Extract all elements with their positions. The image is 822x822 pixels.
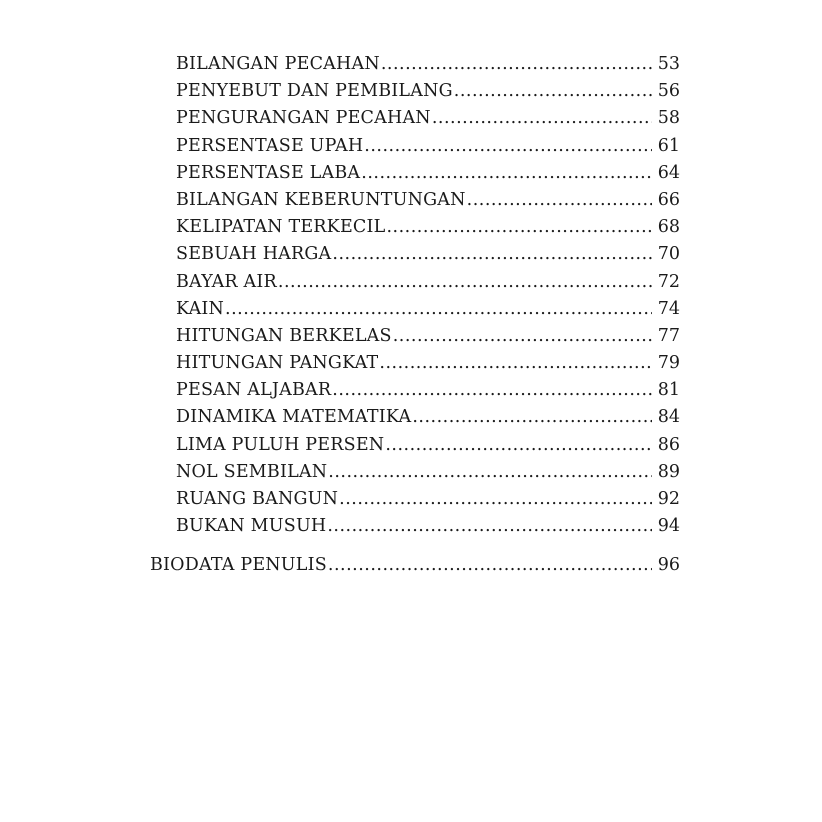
dot-leader <box>332 241 652 268</box>
toc-entry <box>176 160 680 187</box>
toc-entry-page: 58 <box>657 108 680 129</box>
toc-entry-page: 84 <box>657 407 680 428</box>
dot-leader <box>328 552 652 579</box>
dot-leader <box>332 377 652 404</box>
toc-entry <box>176 214 680 241</box>
dot-leader <box>327 513 652 540</box>
toc-entry-title: HITUNGAN PANGKAT <box>176 353 379 374</box>
dot-leader <box>385 432 652 459</box>
toc-entry-page: 94 <box>657 516 680 537</box>
toc-entry-title: PERSENTASE UPAH <box>176 135 364 156</box>
toc-entry-page: 86 <box>657 434 680 455</box>
toc-entry <box>176 133 680 160</box>
toc-entry-title: BILANGAN KEBERUNTUNGAN <box>176 189 466 210</box>
toc-entry-title: BILANGAN PECAHAN <box>176 54 380 74</box>
toc-entry <box>176 459 680 486</box>
dot-leader <box>339 486 652 513</box>
toc-entry <box>176 296 680 323</box>
toc-entry-title: KELIPATAN TERKECIL <box>176 217 386 238</box>
dot-leader <box>364 133 652 160</box>
toc-entry-page: 72 <box>657 271 680 292</box>
toc-entry-page: 89 <box>657 461 680 482</box>
toc-entry <box>176 105 680 132</box>
toc-entry-page: 70 <box>657 244 680 265</box>
toc-entry-title: HITUNGAN BERKELAS <box>176 325 392 346</box>
toc-list <box>176 51 680 540</box>
toc-entry-title: PENYEBUT DAN PEMBILANG <box>176 81 453 102</box>
toc-entry-page: 64 <box>657 162 680 183</box>
toc-entry-title: LIMA PULUH PERSEN <box>176 434 385 455</box>
toc-entry-title: RUANG BANGUN <box>176 489 339 509</box>
toc-entry-title: KAIN <box>176 298 225 319</box>
dot-leader <box>393 323 652 350</box>
dot-leader <box>278 269 652 296</box>
toc-entry <box>176 241 680 268</box>
toc-entry <box>176 51 680 78</box>
toc-entry-title: SEBUAH HARGA <box>176 244 332 265</box>
dot-leader <box>454 78 652 105</box>
toc-entry-page: 61 <box>657 135 680 156</box>
toc-entry-title: BAYAR AIR <box>176 271 277 292</box>
toc-entry-title: DINAMIKA MATEMATIKA <box>176 407 412 428</box>
toc-entry-title: BIODATA PENULIS <box>150 555 327 575</box>
toc-entry <box>176 486 680 513</box>
dot-leader <box>432 105 652 132</box>
toc-entry-title: PESAN ALJABAR <box>176 380 332 401</box>
toc-entry <box>176 78 680 105</box>
toc-entry <box>176 404 680 431</box>
toc-entry-page: 74 <box>657 298 680 319</box>
toc-entry-page: 56 <box>657 81 680 102</box>
toc-entry <box>176 377 680 404</box>
dot-leader <box>381 51 652 78</box>
toc-entry-title: PERSENTASE LABA <box>176 162 361 183</box>
toc-entry-page: 92 <box>657 489 680 509</box>
toc-entry <box>176 513 680 540</box>
dot-leader <box>386 214 652 241</box>
toc-entry-page: 96 <box>657 555 680 575</box>
toc-entry <box>176 269 680 296</box>
toc-entry <box>176 350 680 377</box>
toc-entry-page: 81 <box>657 380 680 401</box>
toc-entry-page: 79 <box>657 353 680 374</box>
toc-entry-page: 53 <box>657 54 680 74</box>
toc-entry-page: 66 <box>657 189 680 210</box>
toc-entry-page: 77 <box>657 325 680 346</box>
toc-entry-title: BUKAN MUSUH <box>176 516 327 537</box>
toc-entry <box>176 323 680 350</box>
toc-entry-title: NOL SEMBILAN <box>176 461 328 482</box>
toc-entry <box>176 432 680 459</box>
dot-leader <box>467 187 652 214</box>
dot-leader <box>328 459 652 486</box>
dot-leader <box>412 404 652 431</box>
dot-leader <box>361 160 652 187</box>
toc-entry-page: 68 <box>657 217 680 238</box>
dot-leader <box>379 350 652 377</box>
toc-entry <box>176 187 680 214</box>
dot-leader <box>225 296 652 323</box>
toc-entry-title: PENGURANGAN PECAHAN <box>176 108 431 129</box>
toc-entry-biodata <box>150 552 680 579</box>
